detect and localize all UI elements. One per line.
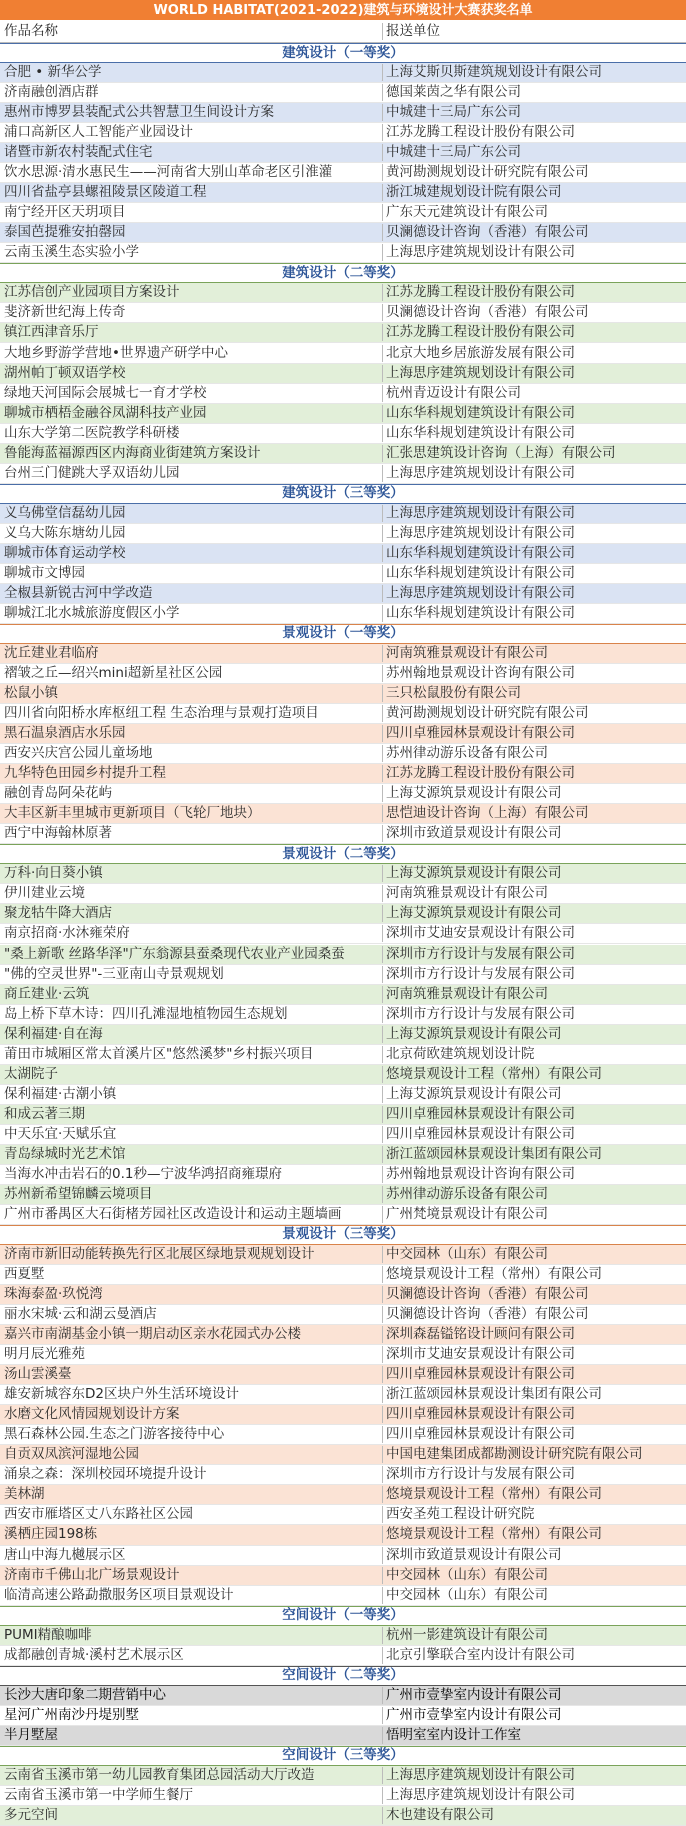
organization-cell: 北京荷欧建筑规划设计院: [382, 1046, 686, 1063]
organization-cell: 中城建十三局广东公司: [382, 144, 686, 161]
organization-cell: 思恺迪设计咨询（上海）有限公司: [382, 805, 686, 822]
work-name-cell: 涌泉之森：深圳校园环境提升设计: [4, 1466, 207, 1483]
organization-cell: 山东华科规划建筑设计有限公司: [382, 425, 686, 442]
organization-cell: 江苏龙腾工程设计股份有限公司: [382, 765, 686, 782]
organization-cell: 悠境景观设计工程（常州）有限公司: [382, 1526, 686, 1543]
organization-cell: 悠境景观设计工程（常州）有限公司: [382, 1486, 686, 1503]
table-row: [0, 1085, 686, 1105]
table-row: [0, 1706, 686, 1726]
table-row: [0, 1786, 686, 1806]
work-name-cell: 聊城市栖梧金融谷凤湖科技产业园: [4, 404, 207, 421]
organization-cell: 悠境景观设计工程（常州）有限公司: [382, 1066, 686, 1083]
table-row: [0, 884, 686, 904]
work-name-cell: 惠州市博罗县装配式公共智慧卫生间设计方案: [4, 104, 274, 121]
table-row: [0, 784, 686, 804]
organization-cell: 上海思序建筑规划设计有限公司: [382, 465, 686, 482]
work-name-cell: 岛上桥下草木诗：四川孔滩湿地植物园生态规划: [4, 1005, 288, 1022]
organization-cell: 北京引擎联合室内设计有限公司: [382, 1647, 686, 1664]
work-name-cell: 商丘建业·云筑: [4, 985, 90, 1002]
work-name-cell: 西夏墅: [4, 1266, 45, 1283]
table-row: [0, 824, 686, 844]
organization-cell: 山东华科规划建筑设计有限公司: [382, 605, 686, 622]
work-name-cell: 聊城市体育运动学校: [4, 544, 126, 561]
section-header: [0, 43, 686, 63]
section-title: 建筑设计（三等奖）: [282, 485, 404, 502]
table-row: [0, 1005, 686, 1025]
table-row: [0, 584, 686, 604]
organization-cell: 浙江城建规划设计院有限公司: [382, 184, 686, 201]
section-title: 空间设计（一等奖）: [282, 1607, 404, 1624]
organization-cell: 河南筑雅景观设计有限公司: [382, 645, 686, 662]
table-row: [0, 604, 686, 624]
organization-cell: 西安圣苑工程设计研究院: [382, 1506, 686, 1523]
table-row: [0, 524, 686, 544]
organization-cell: 深圳森磊镒铭设计顾问有限公司: [382, 1326, 686, 1343]
work-name-cell: 珠海泰盈·玖悦湾: [4, 1286, 103, 1303]
organization-cell: 中国电建集团成都勘测设计研究院有限公司: [382, 1446, 686, 1463]
work-name-cell: 松鼠小镇: [4, 685, 58, 702]
organization-cell: 悠境景观设计工程（常州）有限公司: [382, 1266, 686, 1283]
table-row: [0, 1465, 686, 1485]
table-row: [0, 1405, 686, 1425]
organization-cell: 汇张思建筑设计咨询（上海）有限公司: [382, 445, 686, 462]
table-row: [0, 384, 686, 404]
work-name-cell: 义乌佛堂信磊幼儿园: [4, 504, 126, 521]
section-header: [0, 1225, 686, 1245]
table-row: [0, 1245, 686, 1265]
work-name-cell: 济南市新旧动能转换先行区北展区绿地景观规划设计: [4, 1246, 315, 1263]
work-name-cell: 万科·向日葵小镇: [4, 865, 103, 882]
table-row: [0, 444, 686, 464]
organization-cell: 苏州律动游乐设备有限公司: [382, 745, 686, 762]
work-name-cell: 当海水冲击岩石的0.1秒—宁波华鸿招商雍璟府: [4, 1165, 282, 1182]
section-header: [0, 1606, 686, 1626]
organization-cell: 深圳市方行设计与发展有限公司: [382, 1466, 686, 1483]
organization-cell: 中城建十三局广东公司: [382, 104, 686, 121]
work-name-cell: 义乌大陈东塘幼儿园: [4, 524, 126, 541]
table-row: [0, 1265, 686, 1285]
work-name-cell: 黑石森林公园.生态之门游客接待中心: [4, 1426, 225, 1443]
work-name-cell: 南京招商·水沐雍荣府: [4, 925, 130, 942]
work-name-cell: 济南融创酒店群: [4, 84, 99, 101]
work-name-cell: 四川省盐亭县螺祖陵景区陵道工程: [4, 184, 207, 201]
table-row: [0, 1365, 686, 1385]
table-row: [0, 1566, 686, 1586]
work-name-cell: 诸暨市新农村装配式住宅: [4, 144, 153, 161]
organization-cell: 深圳市致道景观设计有限公司: [382, 1547, 686, 1564]
organization-cell: 上海艾源筑景观设计有限公司: [382, 785, 686, 802]
work-name-cell: 丽水宋城·云和湖云曼酒店: [4, 1306, 157, 1323]
work-name-cell: 九华特色田园乡村提升工程: [4, 765, 166, 782]
section-title: 景观设计（二等奖）: [282, 845, 404, 862]
section-title: 空间设计（二等奖）: [282, 1667, 404, 1684]
organization-cell: 上海艾源筑景观设计有限公司: [382, 1086, 686, 1103]
table-row: [0, 924, 686, 944]
work-name-cell: 大地乡野游学营地•世界遗产研学中心: [4, 344, 228, 361]
table-row: [0, 1105, 686, 1125]
work-name-cell: 美林湖: [4, 1486, 45, 1503]
organization-cell: 贝澜德设计咨询（香港）有限公司: [382, 1306, 686, 1323]
work-name-cell: 莆田市城厢区常太首溪片区"悠然溪梦"乡村振兴项目: [4, 1045, 314, 1062]
organization-cell: 四川卓雅园林景观设计有限公司: [382, 1366, 686, 1383]
table-row: [0, 464, 686, 484]
work-name-cell: 黑石温泉酒店水乐园: [4, 725, 126, 742]
section-header: [0, 1746, 686, 1766]
work-name-cell: 台州三门健跳大孚双语幼儿园: [4, 464, 180, 481]
organization-cell: 广州市壹挚室内设计有限公司: [382, 1687, 686, 1704]
organization-cell: 上海艾源筑景观设计有限公司: [382, 865, 686, 882]
work-name-cell: 苏州新希望锦麟云境项目: [4, 1185, 153, 1202]
work-name-cell: 南宁经开区天玥项目: [4, 204, 126, 221]
table-row: [0, 1525, 686, 1545]
organization-cell: 上海思序建筑规划设计有限公司: [382, 1767, 686, 1784]
organization-cell: 德国莱茵之华有限公司: [382, 84, 686, 101]
table-row: [0, 1726, 686, 1746]
table-row: [0, 1485, 686, 1505]
work-name-cell: 饮水思源·清水惠民生——河南省大别山革命老区引淮灌: [4, 164, 333, 181]
work-name-cell: 西安市雁塔区丈八东路社区公园: [4, 1506, 193, 1523]
organization-cell: 四川卓雅园林景观设计有限公司: [382, 1426, 686, 1443]
table-row: [0, 1686, 686, 1706]
organization-cell: 山东华科规划建筑设计有限公司: [382, 405, 686, 422]
section-title: 建筑设计（一等奖）: [282, 44, 404, 61]
work-name-cell: 江苏信创产业园项目方案设计: [4, 284, 180, 301]
table-row: [0, 1185, 686, 1205]
organization-cell: 悟明室室内设计工作室: [382, 1727, 686, 1744]
table-row: [0, 664, 686, 684]
work-name-cell: 自贡双凤滨河湿地公园: [4, 1446, 139, 1463]
sheet-title: WORLD HABITAT(2021-2022)建筑与环境设计大赛获奖名单: [153, 2, 533, 18]
organization-cell: 上海艾斯贝斯建筑规划设计有限公司: [382, 64, 686, 81]
organization-cell: 苏州律动游乐设备有限公司: [382, 1186, 686, 1203]
table-row: [0, 1445, 686, 1465]
organization-cell: 中交园林（山东）有限公司: [382, 1567, 686, 1584]
work-name-cell: 斐济新世纪海上传奇: [4, 304, 126, 321]
work-name-cell: 伊川建业云境: [4, 885, 85, 902]
section-title: 建筑设计（二等奖）: [282, 264, 404, 281]
table-row: [0, 1045, 686, 1065]
section-title: 景观设计（三等奖）: [282, 1226, 404, 1243]
work-name-cell: 云南省玉溪市第一中学师生餐厅: [4, 1786, 193, 1803]
organization-cell: 中交园林（山东）有限公司: [382, 1246, 686, 1263]
work-name-cell: 沈丘建业君临府: [4, 645, 99, 661]
section-header: [0, 844, 686, 864]
table-row: [0, 163, 686, 183]
organization-cell: 贝澜德设计咨询（香港）有限公司: [382, 304, 686, 321]
table-row: [0, 1586, 686, 1606]
table-row: [0, 764, 686, 784]
work-name-cell: 合肥 • 新华公学: [4, 64, 102, 81]
organization-cell: 上海艾源筑景观设计有限公司: [382, 1026, 686, 1043]
work-name-cell: 多元空间: [4, 1806, 58, 1823]
table-row: [0, 404, 686, 424]
work-name-cell: 济南市千佛山北广场景观设计: [4, 1566, 180, 1583]
organization-cell: 杭州一影建筑设计有限公司: [382, 1627, 686, 1644]
organization-cell: 深圳市方行设计与发展有限公司: [382, 1006, 686, 1023]
organization-cell: 山东华科规划建筑设计有限公司: [382, 545, 686, 562]
organization-cell: 浙江蓝颂园林景观设计集团有限公司: [382, 1146, 686, 1163]
work-name-cell: 唐山中海九樾展示区: [4, 1546, 126, 1563]
organization-cell: 贝澜德设计咨询（香港）有限公司: [382, 1286, 686, 1303]
work-name-cell: 临清高速公路勐撒服务区项目景观设计: [4, 1586, 234, 1603]
table-row: [0, 965, 686, 985]
organization-cell: 黄河勘测规划设计研究院有限公司: [382, 164, 686, 181]
table-row: [0, 1806, 686, 1826]
section-header: [0, 1666, 686, 1686]
organization-cell: 上海思序建筑规划设计有限公司: [382, 244, 686, 261]
work-name-cell: 云南省玉溪市第一幼儿园教育集团总园活动大厅改造: [4, 1766, 315, 1783]
table-row: [0, 1646, 686, 1666]
organization-cell: 北京大地乡居旅游发展有限公司: [382, 345, 686, 362]
table-row: [0, 1626, 686, 1646]
work-name-cell: 明月辰光雅苑: [4, 1346, 85, 1363]
table-row: [0, 1205, 686, 1225]
table-row: [0, 564, 686, 584]
sheet-title-bar: [0, 0, 686, 20]
table-row: [0, 1325, 686, 1345]
table-row: [0, 203, 686, 223]
table-row: [0, 1285, 686, 1305]
table-row: [0, 704, 686, 724]
organization-cell: 四川卓雅园林景观设计有限公司: [382, 725, 686, 742]
organization-cell: 上海思序建筑规划设计有限公司: [382, 525, 686, 542]
work-name-cell: 聚龙牯牛降大酒店: [4, 905, 112, 922]
work-name-cell: 长沙大唐印象二期营销中心: [4, 1686, 166, 1703]
table-row: [0, 504, 686, 524]
organization-cell: 四川卓雅园林景观设计有限公司: [382, 1126, 686, 1143]
work-name-cell: 聊城市文博园: [4, 564, 85, 581]
work-name-cell: 成都融创青城·溪村艺术展示区: [4, 1646, 184, 1663]
organization-cell: 深圳市方行设计与发展有限公司: [382, 946, 686, 963]
table-row: [0, 1305, 686, 1325]
organization-cell: 深圳市艾迪安景观设计有限公司: [382, 925, 686, 942]
work-name-cell: 青岛绿城时光艺术馆: [4, 1145, 126, 1162]
organization-cell: 深圳市致道景观设计有限公司: [382, 825, 686, 842]
table-row: [0, 1125, 686, 1145]
section-header: [0, 624, 686, 644]
table-row: [0, 123, 686, 143]
work-name-cell: 保利福建·古潮小镇: [4, 1085, 117, 1102]
table-row: [0, 864, 686, 884]
table-row: [0, 303, 686, 323]
organization-cell: 上海思序建筑规划设计有限公司: [382, 1787, 686, 1804]
table-row: [0, 103, 686, 123]
organization-cell: 河南筑雅景观设计有限公司: [382, 885, 686, 902]
work-name-cell: 山东大学第二医院教学科研楼: [4, 424, 180, 441]
organization-cell: 广州梵境景观设计有限公司: [382, 1206, 686, 1223]
organization-cell: 中交园林（山东）有限公司: [382, 1587, 686, 1604]
organization-cell: 广州市壹挚室内设计有限公司: [382, 1707, 686, 1724]
table-row: [0, 1165, 686, 1185]
work-name-cell: 融创青岛阿朵花屿: [4, 785, 112, 802]
organization-cell: 江苏龙腾工程设计股份有限公司: [382, 284, 686, 301]
work-name-cell: 星河广州南沙丹堤别墅: [4, 1706, 139, 1723]
work-name-cell: 和成云著三期: [4, 1105, 85, 1122]
table-row: [0, 544, 686, 564]
organization-cell: 江苏龙腾工程设计股份有限公司: [382, 124, 686, 141]
table-row: [0, 1025, 686, 1045]
column-header-org: 报送单位: [382, 23, 686, 40]
organization-cell: 四川卓雅园林景观设计有限公司: [382, 1106, 686, 1123]
organization-cell: 上海思序建筑规划设计有限公司: [382, 505, 686, 522]
table-row: [0, 223, 686, 243]
organization-cell: 上海艾源筑景观设计有限公司: [382, 905, 686, 922]
work-name-cell: 太湖院子: [4, 1065, 58, 1082]
table-row: [0, 985, 686, 1005]
table-row: [0, 1145, 686, 1165]
organization-cell: 杭州青迈设计有限公司: [382, 385, 686, 402]
table-row: [0, 63, 686, 83]
work-name-cell: 中天乐宜·天赋乐宜: [4, 1125, 117, 1142]
organization-cell: 苏州翰地景观设计咨询有限公司: [382, 1166, 686, 1183]
work-name-cell: 汤山雲溪臺: [4, 1366, 72, 1383]
work-name-cell: 聊城江北水城旅游度假区小学: [4, 604, 180, 621]
organization-cell: 木也建设有限公司: [382, 1807, 686, 1824]
work-name-cell: 嘉兴市南湖基金小镇一期启动区亲水花园式办公楼: [4, 1326, 301, 1343]
table-row: [0, 323, 686, 343]
work-name-cell: 云南玉溪生态实验小学: [4, 244, 139, 261]
table-row: [0, 364, 686, 384]
work-name-cell: 湖州帕丁顿双语学校: [4, 364, 126, 381]
organization-cell: 三只松鼠股份有限公司: [382, 685, 686, 702]
organization-cell: 山东华科规划建筑设计有限公司: [382, 565, 686, 582]
organization-cell: 广东天元建筑设计有限公司: [382, 204, 686, 221]
work-name-cell: 保利福建·自在海: [4, 1025, 103, 1042]
organization-cell: 四川卓雅园林景观设计有限公司: [382, 1406, 686, 1423]
work-name-cell: 褶皱之丘—绍兴mini超新星社区公园: [4, 665, 223, 682]
section-title: 景观设计（一等奖）: [282, 625, 404, 642]
work-name-cell: 鲁能海蓝福源西区内海商业街建筑方案设计: [4, 444, 261, 461]
table-row: [0, 183, 686, 203]
table-row: [0, 744, 686, 764]
organization-cell: 上海思序建筑规划设计有限公司: [382, 365, 686, 382]
column-header-row: [0, 21, 686, 43]
organization-cell: 河南筑雅景观设计有限公司: [382, 986, 686, 1003]
table-row: [0, 1546, 686, 1566]
work-name-cell: 大丰区新丰里城市更新项目（飞轮厂地块）: [4, 805, 261, 822]
table-row: [0, 1766, 686, 1786]
organization-cell: 深圳市方行设计与发展有限公司: [382, 966, 686, 983]
section-header: [0, 263, 686, 283]
organization-cell: 贝澜德设计咨询（香港）有限公司: [382, 224, 686, 241]
work-name-cell: "佛的空灵世界"-三亚南山寺景观规划: [4, 965, 224, 982]
work-name-cell: 泰国芭提雅安拍罄园: [4, 224, 126, 241]
table-row: [0, 904, 686, 924]
table-row: [0, 283, 686, 303]
table-row: [0, 945, 686, 965]
table-row: [0, 1065, 686, 1085]
work-name-cell: "桑上新歌 丝路华泽"广东翁源县蚕桑现代农业产业园桑蚕: [4, 945, 345, 962]
section-title: 空间设计（三等奖）: [282, 1747, 404, 1764]
organization-cell: 黄河勘测规划设计研究院有限公司: [382, 705, 686, 722]
work-name-cell: 西宁中海翰林原著: [4, 825, 112, 842]
work-name-cell: 绿地天河国际会展城七一育才学校: [4, 384, 207, 401]
section-header: [0, 484, 686, 504]
table-row: [0, 344, 686, 364]
organization-cell: 江苏龙腾工程设计股份有限公司: [382, 324, 686, 341]
organization-cell: 深圳市艾迪安景观设计有限公司: [382, 1346, 686, 1363]
work-name-cell: 镇江西津音乐厅: [4, 324, 99, 341]
work-name-cell: 水磨文化风情园规划设计方案: [4, 1406, 180, 1423]
table-row: [0, 1425, 686, 1445]
organization-cell: 上海思序建筑规划设计有限公司: [382, 585, 686, 602]
work-name-cell: 半月墅屋: [4, 1726, 58, 1743]
table-row: [0, 684, 686, 704]
work-name-cell: 全椒县新锐古河中学改造: [4, 584, 153, 601]
work-name-cell: 浦口高新区人工智能产业园设计: [4, 124, 193, 141]
column-header-name: 作品名称: [4, 23, 58, 39]
table-row: [0, 424, 686, 444]
table-row: [0, 724, 686, 744]
work-name-cell: 溪栖庄园198栋: [4, 1526, 98, 1543]
table-row: [0, 1505, 686, 1525]
table-row: [0, 1345, 686, 1365]
work-name-cell: 雄安新城容东D2区块户外生活环境设计: [4, 1386, 239, 1403]
table-row: [0, 1385, 686, 1405]
work-name-cell: PUMI精酿咖啡: [4, 1626, 92, 1643]
table-row: [0, 804, 686, 824]
table-row: [0, 143, 686, 163]
organization-cell: 苏州翰地景观设计咨询有限公司: [382, 665, 686, 682]
table-row: [0, 243, 686, 263]
work-name-cell: 四川省向阳桥水库枢纽工程 生态治理与景观打造项目: [4, 705, 319, 722]
table-row: [0, 644, 686, 664]
organization-cell: 浙江蓝颂园林景观设计集团有限公司: [382, 1386, 686, 1403]
work-name-cell: 广州市番禺区大石街楮芳园社区改造设计和运动主题墙画: [4, 1205, 342, 1222]
work-name-cell: 西安兴庆宫公园儿童场地: [4, 745, 153, 762]
table-row: [0, 83, 686, 103]
